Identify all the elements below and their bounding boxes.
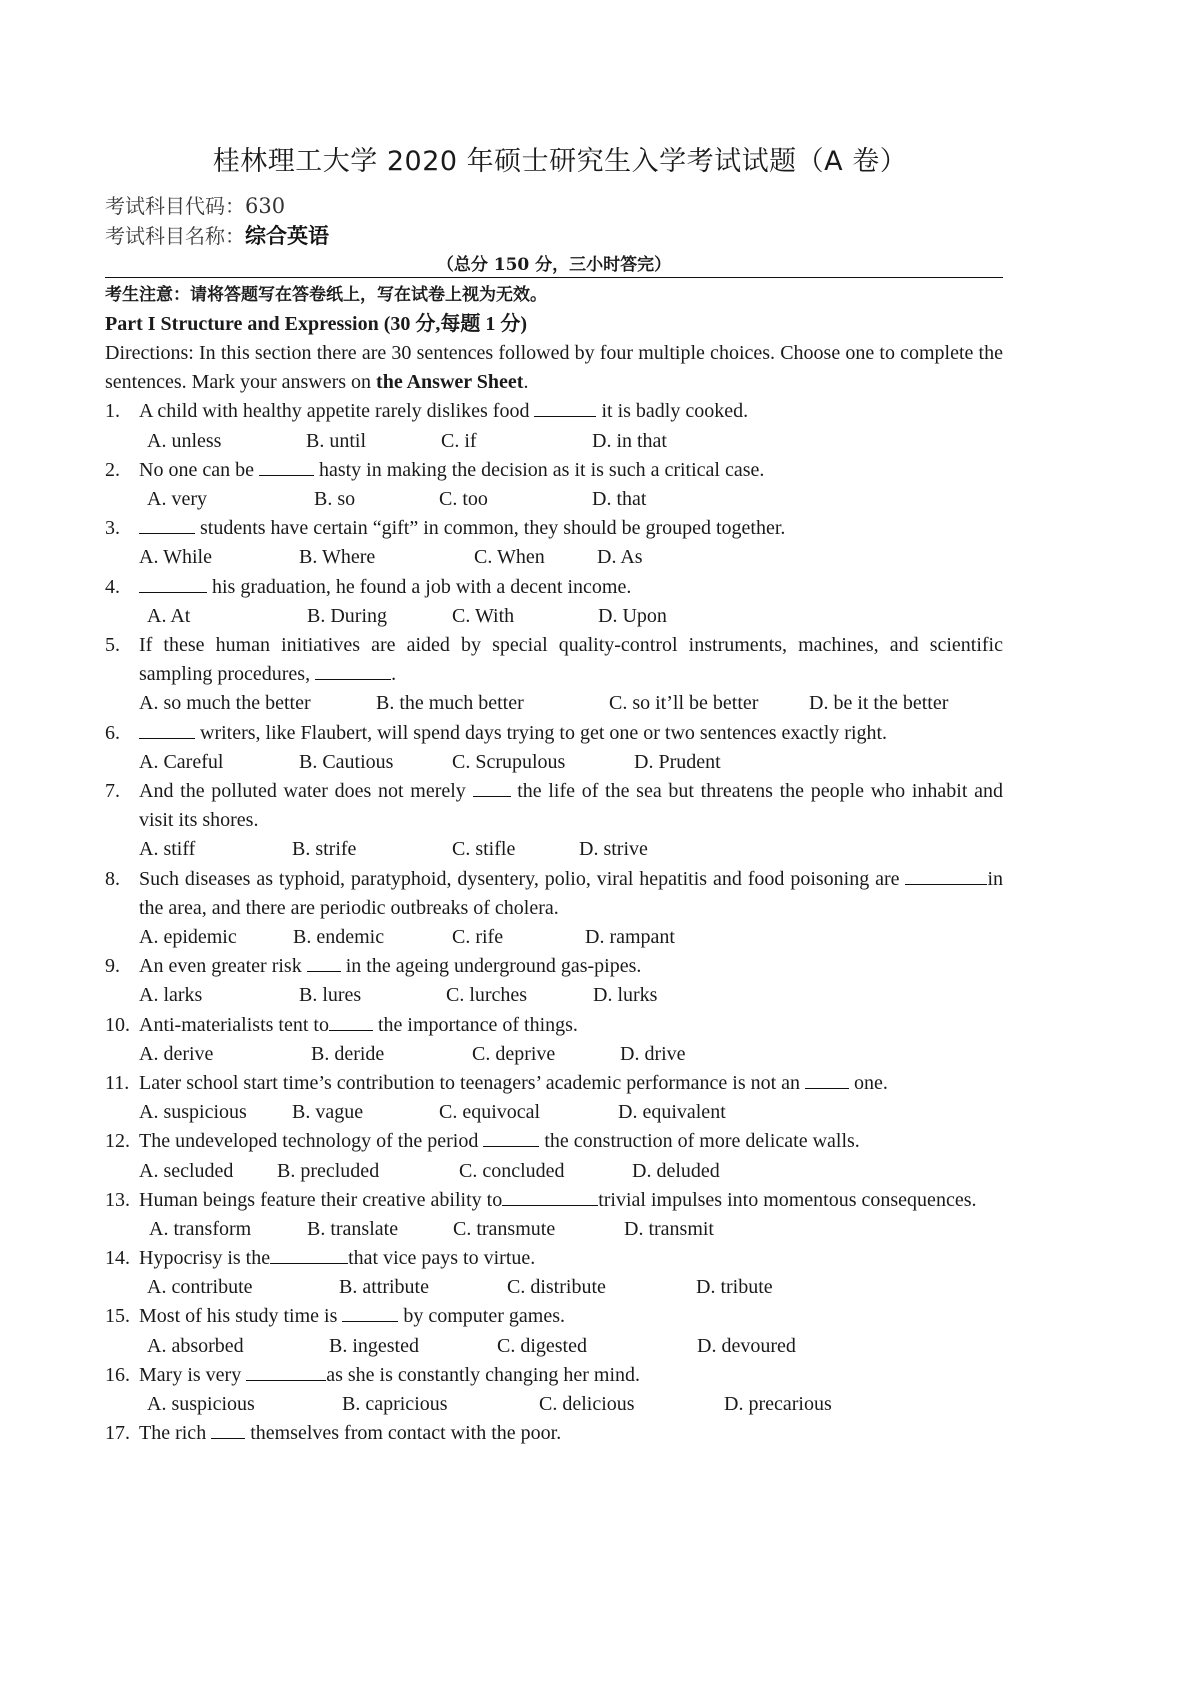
option-b: B. deride xyxy=(311,1042,385,1065)
option-c: C. deprive xyxy=(472,1042,556,1065)
question-number: 4. xyxy=(105,575,120,598)
question-text-before: Hypocrisy is the xyxy=(139,1247,271,1270)
answer-blank xyxy=(246,1362,326,1381)
question-number: 12. xyxy=(105,1130,130,1153)
question-text-before: Mary is very xyxy=(139,1363,247,1386)
question-stem xyxy=(139,1011,1003,1040)
question-text-before: An even greater risk xyxy=(139,955,307,978)
options-row xyxy=(139,602,1003,631)
question-number: 2. xyxy=(105,458,120,481)
question-text-after: in the ageing underground gas-pipes. xyxy=(340,955,642,978)
option-c: C. so it’ll be better xyxy=(609,692,759,715)
question-text-after: hasty in making the decision as it is such a critical case. xyxy=(313,458,765,481)
option-c: C. delicious xyxy=(539,1393,635,1416)
option-c: C. equivocal xyxy=(439,1101,541,1124)
option-b: B. so xyxy=(314,488,356,510)
option-b: B. During xyxy=(307,604,387,627)
options-row xyxy=(139,1098,1003,1127)
question-text-after: students have certain “gift” in common, they should be grouped together. xyxy=(195,517,786,540)
question-text-before: Such diseases as typhoid, paratyphoid, dysentery, polio, viral hepatitis and food poisoning are xyxy=(139,867,906,890)
option-c: C. digested xyxy=(497,1334,587,1357)
option-b: B. until xyxy=(306,429,367,452)
question-stem xyxy=(139,952,1003,981)
answer-blank xyxy=(473,778,511,797)
option-d: D. equivalent xyxy=(618,1101,726,1124)
option-d: D. As xyxy=(597,546,643,569)
options-row xyxy=(139,485,1003,514)
question-item xyxy=(105,1244,1003,1302)
answer-blank xyxy=(211,1420,245,1439)
subject-name-line xyxy=(105,221,1003,250)
option-a: A. absorbed xyxy=(147,1334,244,1357)
question-text-before: If these human initiatives are aided by special quality-control instruments, machines, and scientific sampling procedures, xyxy=(139,633,1003,686)
option-a: A. While xyxy=(139,546,212,569)
option-d: D. strive xyxy=(579,838,648,861)
option-a: A. epidemic xyxy=(139,925,237,948)
option-a: A. suspicious xyxy=(147,1393,255,1416)
options-row xyxy=(139,1273,1003,1302)
question-text-after: his graduation, he found a job with a decent income. xyxy=(207,575,632,598)
question-text-after: it is badly cooked. xyxy=(596,400,749,423)
question-text-after: one. xyxy=(849,1071,888,1094)
option-c: C. stifle xyxy=(452,838,516,861)
answer-blank xyxy=(342,1303,398,1322)
option-c: C. Scrupulous xyxy=(452,750,566,773)
option-c: C. transmute xyxy=(453,1217,556,1240)
question-stem xyxy=(139,573,1003,602)
answer-blank xyxy=(139,515,195,534)
question-text-after: as she is constantly changing her mind. xyxy=(326,1363,641,1386)
score-note: （总分 150 分，三小时答完） xyxy=(105,253,1003,278)
question-item xyxy=(105,514,1003,572)
option-a: A. At xyxy=(147,604,191,627)
directions xyxy=(105,339,1003,397)
question-text-after: themselves from contact with the poor. xyxy=(245,1422,562,1445)
question-text-before: Anti-materialists tent to xyxy=(139,1013,329,1036)
question-item xyxy=(105,1069,1003,1127)
options-row xyxy=(139,1332,1003,1361)
question-stem xyxy=(139,456,1003,485)
option-b: B. attribute xyxy=(339,1276,429,1299)
candidate-notice: 考生注意：请将答题写在答卷纸上，写在试卷上视为无效。 xyxy=(105,285,547,305)
question-text-before: The undeveloped technology of the period xyxy=(139,1130,484,1153)
question-stem xyxy=(139,1419,1003,1448)
options-row xyxy=(139,1157,1003,1186)
subject-code-line xyxy=(105,192,1003,221)
question-number: 17. xyxy=(105,1422,130,1445)
question-text-before: Human beings feature their creative ability to xyxy=(139,1188,503,1211)
question-number: 9. xyxy=(105,955,120,978)
answer-blank xyxy=(502,1187,598,1206)
question-number: 7. xyxy=(105,779,120,802)
subject-name-value: 综合英语 xyxy=(245,223,329,248)
question-stem xyxy=(139,1361,1003,1390)
subject-code-value: 630 xyxy=(245,194,286,218)
question-item xyxy=(105,865,1003,953)
answer-blank xyxy=(315,661,391,680)
option-d: D. tribute xyxy=(696,1276,773,1299)
question-text-before: The rich xyxy=(139,1422,212,1445)
option-a: A. larks xyxy=(139,984,203,1007)
option-c: C. lurches xyxy=(446,984,528,1007)
question-number: 16. xyxy=(105,1363,130,1386)
question-stem xyxy=(139,865,1003,923)
question-stem xyxy=(139,631,1003,689)
option-b: B. precluded xyxy=(277,1159,380,1182)
option-b: B. ingested xyxy=(329,1334,419,1357)
option-d: D. in that xyxy=(592,429,667,452)
option-b: B. the much better xyxy=(376,692,524,715)
directions-answer-sheet: the Answer Sheet xyxy=(376,371,524,394)
option-a: A. stiff xyxy=(139,838,196,861)
option-b: B. lures xyxy=(299,984,362,1007)
options-row xyxy=(139,427,1003,456)
question-stem xyxy=(139,777,1003,835)
question-text-after: writers, like Flaubert, will spend days trying to get one or two sentences exactly right. xyxy=(195,721,888,744)
question-number: 8. xyxy=(105,867,120,890)
question-text-before: No one can be xyxy=(139,458,259,481)
option-c: C. distribute xyxy=(507,1276,606,1299)
option-d: D. transmit xyxy=(624,1217,714,1240)
option-d: D. Prudent xyxy=(634,750,721,773)
option-a: A. very xyxy=(147,488,207,510)
option-d: D. that xyxy=(592,488,647,510)
option-b: B. translate xyxy=(307,1217,399,1240)
question-text-after: that vice pays to virtue. xyxy=(348,1247,536,1270)
options-row xyxy=(139,835,1003,864)
directions-end: . xyxy=(523,371,529,394)
question-item xyxy=(105,456,1003,514)
option-d: D. be it the better xyxy=(809,692,949,715)
option-d: D. drive xyxy=(620,1042,686,1065)
subject-name-label: 考试科目名称： xyxy=(105,224,245,248)
question-text-after: in the area, and there are periodic outbreaks of cholera. xyxy=(139,867,1003,919)
option-b: B. strife xyxy=(292,838,357,861)
question-text-before: A child with healthy appetite rarely dislikes food xyxy=(139,400,535,423)
question-list xyxy=(105,397,1003,1448)
subject-code-label: 考试科目代码： xyxy=(105,194,245,218)
question-item xyxy=(105,1011,1003,1069)
option-a: A. suspicious xyxy=(139,1101,247,1124)
option-d: D. deluded xyxy=(632,1159,720,1182)
option-b: B. Where xyxy=(299,546,376,569)
option-a: A. contribute xyxy=(147,1276,253,1299)
answer-blank xyxy=(139,574,207,593)
question-item xyxy=(105,1419,1003,1448)
exam-title: 桂林理工大学 2020 年硕士研究生入学考试试题（A 卷） xyxy=(212,146,908,177)
question-item xyxy=(105,777,1003,865)
answer-blank xyxy=(805,1070,849,1089)
options-row xyxy=(139,1390,1003,1419)
answer-blank xyxy=(139,720,195,739)
question-stem xyxy=(139,719,1003,748)
option-d: D. precarious xyxy=(724,1393,832,1416)
question-number: 1. xyxy=(105,400,120,423)
answer-blank xyxy=(534,398,596,417)
option-b: B. Cautious xyxy=(299,750,394,773)
question-text-after: the importance of things. xyxy=(372,1013,578,1036)
question-stem xyxy=(139,1069,1003,1098)
option-d: D. rampant xyxy=(585,925,675,948)
question-text-after: by computer games. xyxy=(398,1305,565,1328)
options-row xyxy=(139,543,1003,572)
option-a: A. secluded xyxy=(139,1159,234,1182)
question-text-after: the life of the sea but threatens the people who inhabit and visit its shores. xyxy=(139,779,1003,832)
options-row xyxy=(139,1040,1003,1069)
part-heading: Part I Structure and Expression (30 分,每题 1 分) xyxy=(105,313,528,335)
directions-text: Directions: In this section there are 30 sentences followed by four multiple choices. Choose one to complete the sentences. Mark your answers on xyxy=(105,342,1003,394)
question-item xyxy=(105,1127,1003,1185)
answer-blank xyxy=(307,953,341,972)
question-item xyxy=(105,1186,1003,1244)
answer-blank xyxy=(329,1012,373,1031)
question-number: 15. xyxy=(105,1305,130,1328)
option-a: A. so much the better xyxy=(139,692,311,715)
question-item xyxy=(105,1302,1003,1360)
option-b: B. capricious xyxy=(342,1393,448,1416)
option-b: B. endemic xyxy=(293,925,385,948)
option-b: B. vague xyxy=(292,1101,364,1124)
option-d: D. devoured xyxy=(697,1334,796,1357)
question-stem xyxy=(139,397,1003,426)
question-number: 11. xyxy=(105,1071,130,1094)
option-c: C. With xyxy=(452,604,515,627)
option-c: C. rife xyxy=(452,925,504,948)
question-text-before: Later school start time’s contribution to teenagers’ academic performance is not an xyxy=(139,1071,806,1094)
options-row xyxy=(139,689,1003,718)
option-a: A. unless xyxy=(147,429,222,452)
exam-page xyxy=(105,140,1003,1448)
question-number: 5. xyxy=(105,633,120,656)
option-a: A. transform xyxy=(149,1217,252,1240)
answer-blank xyxy=(259,457,314,476)
question-item xyxy=(105,397,1003,455)
answer-blank xyxy=(270,1245,348,1264)
question-item xyxy=(105,952,1003,1010)
option-a: A. Careful xyxy=(139,750,224,773)
question-text-after: the construction of more delicate walls. xyxy=(539,1130,860,1153)
question-stem xyxy=(139,1244,1003,1273)
question-stem xyxy=(139,1127,1003,1156)
question-number: 14. xyxy=(105,1247,130,1270)
question-text-before: Most of his study time is xyxy=(139,1305,343,1328)
option-c: C. if xyxy=(441,429,477,452)
question-item xyxy=(105,573,1003,631)
question-text-after: . xyxy=(391,663,397,686)
options-row xyxy=(139,748,1003,777)
option-a: A. derive xyxy=(139,1042,214,1065)
option-c: C. When xyxy=(474,546,545,569)
answer-blank xyxy=(905,866,987,885)
options-row xyxy=(139,923,1003,952)
options-row xyxy=(139,981,1003,1010)
option-c: C. concluded xyxy=(459,1159,565,1182)
options-row xyxy=(139,1215,1003,1244)
question-number: 6. xyxy=(105,721,120,744)
question-stem xyxy=(139,1186,1003,1215)
question-item xyxy=(105,631,1003,719)
question-number: 10. xyxy=(105,1013,130,1036)
option-d: D. lurks xyxy=(593,984,658,1007)
option-c: C. too xyxy=(439,488,488,510)
question-item xyxy=(105,1361,1003,1419)
question-number: 13. xyxy=(105,1188,130,1211)
option-d: D. Upon xyxy=(598,604,667,627)
question-item xyxy=(105,719,1003,777)
answer-blank xyxy=(483,1128,539,1147)
question-number: 3. xyxy=(105,517,120,540)
question-text-before: And the polluted water does not merely xyxy=(139,779,473,802)
question-text-after: trivial impulses into momentous consequences. xyxy=(598,1188,977,1211)
question-stem xyxy=(139,1302,1003,1331)
question-stem xyxy=(139,514,1003,543)
